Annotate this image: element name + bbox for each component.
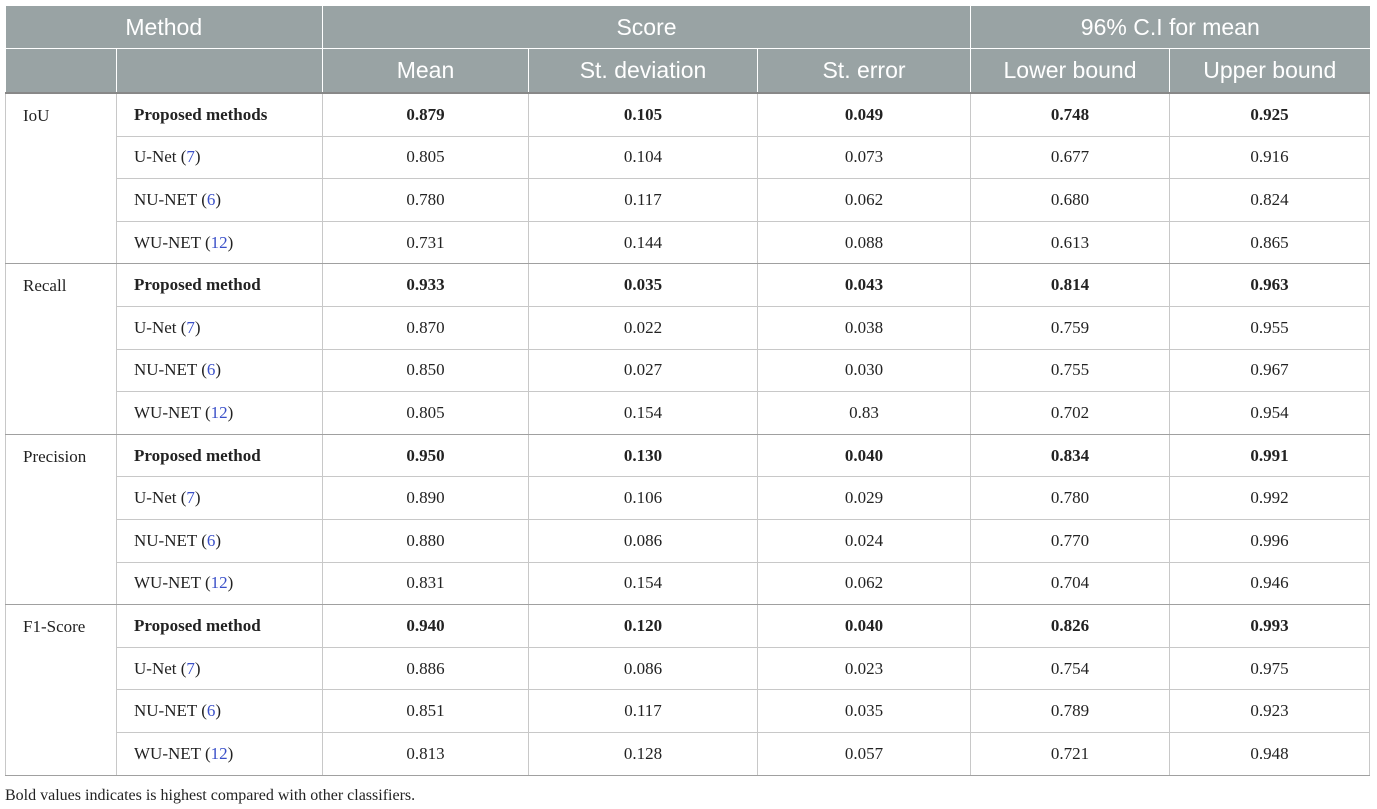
- metric-label: Recall: [6, 264, 117, 434]
- table-row: [6, 306, 1370, 349]
- std-dev-cell: 0.027: [529, 349, 758, 392]
- std-dev-cell: 0.105: [529, 93, 758, 136]
- mean-cell: 0.950: [323, 434, 529, 477]
- method-name: WU-NET: [134, 573, 201, 593]
- citation-link[interactable]: 12: [210, 402, 228, 422]
- header-lower-bound: Lower bound: [971, 49, 1170, 94]
- lower-bound-cell: 0.677: [971, 136, 1170, 179]
- mean-cell: 0.933: [323, 264, 529, 307]
- mean-cell: 0.831: [323, 562, 529, 605]
- std-err-cell: 0.062: [758, 562, 971, 605]
- lower-bound-cell: 0.721: [971, 732, 1170, 775]
- method-cell: U-Net (7): [117, 136, 323, 179]
- method-cell: NU-NET (6): [117, 179, 323, 222]
- method-name: WU-NET: [134, 402, 201, 422]
- std-dev-cell: 0.120: [529, 605, 758, 648]
- std-dev-cell: 0.104: [529, 136, 758, 179]
- std-dev-cell: 0.086: [529, 647, 758, 690]
- lower-bound-cell: 0.613: [971, 221, 1170, 264]
- lower-bound-cell: 0.704: [971, 562, 1170, 605]
- std-dev-cell: 0.154: [529, 562, 758, 605]
- mean-cell: 0.813: [323, 732, 529, 775]
- std-err-cell: 0.035: [758, 690, 971, 733]
- method-cell: [117, 93, 323, 136]
- method-name: Proposed method: [134, 275, 261, 295]
- upper-bound-cell: 0.954: [1170, 392, 1370, 435]
- citation-link[interactable]: 7: [186, 317, 195, 337]
- upper-bound-cell: 0.925: [1170, 93, 1370, 136]
- method-cell: U-Net (7): [117, 477, 323, 520]
- lower-bound-cell: 0.759: [971, 306, 1170, 349]
- table-header: [6, 6, 1370, 93]
- citation-link[interactable]: 12: [210, 232, 228, 252]
- method-name: Proposed method: [134, 445, 261, 465]
- lower-bound-cell: 0.814: [971, 264, 1170, 307]
- table-row: [6, 264, 1370, 307]
- table-row: [6, 392, 1370, 435]
- citation-link[interactable]: 6: [206, 360, 216, 380]
- std-dev-cell: 0.117: [529, 179, 758, 222]
- std-dev-cell: 0.154: [529, 392, 758, 435]
- upper-bound-cell: 0.993: [1170, 605, 1370, 648]
- mean-cell: 0.879: [323, 93, 529, 136]
- std-err-cell: 0.040: [758, 434, 971, 477]
- mean-cell: 0.805: [323, 392, 529, 435]
- method-cell: WU-NET (12): [117, 732, 323, 775]
- table-footnote: Bold values indicates is highest compared with other classifiers.: [5, 787, 416, 804]
- std-dev-cell: 0.106: [529, 477, 758, 520]
- lower-bound-cell: 0.748: [971, 93, 1170, 136]
- upper-bound-cell: 0.955: [1170, 306, 1370, 349]
- header-method: Method: [6, 6, 323, 49]
- std-err-cell: 0.038: [758, 306, 971, 349]
- std-err-cell: 0.040: [758, 605, 971, 648]
- std-dev-cell: 0.086: [529, 519, 758, 562]
- table-row: [6, 179, 1370, 222]
- lower-bound-cell: 0.789: [971, 690, 1170, 733]
- mean-cell: 0.805: [323, 136, 529, 179]
- table-row: [6, 93, 1370, 136]
- lower-bound-cell: 0.755: [971, 349, 1170, 392]
- mean-cell: 0.890: [323, 477, 529, 520]
- mean-cell: 0.731: [323, 221, 529, 264]
- upper-bound-cell: 0.824: [1170, 179, 1370, 222]
- std-err-cell: 0.024: [758, 519, 971, 562]
- std-err-cell: 0.057: [758, 732, 971, 775]
- table-row: [6, 434, 1370, 477]
- upper-bound-cell: 0.996: [1170, 519, 1370, 562]
- std-err-cell: 0.029: [758, 477, 971, 520]
- mean-cell: 0.886: [323, 647, 529, 690]
- upper-bound-cell: 0.948: [1170, 732, 1370, 775]
- table-row: [6, 136, 1370, 179]
- std-err-cell: 0.062: [758, 179, 971, 222]
- mean-cell: 0.780: [323, 179, 529, 222]
- header-upper-bound: Upper bound: [1170, 49, 1370, 94]
- method-cell: U-Net (7): [117, 306, 323, 349]
- header-score: Score: [323, 6, 971, 49]
- method-name: U-Net: [134, 488, 177, 508]
- table-row: [6, 477, 1370, 520]
- method-name: NU-NET: [134, 360, 197, 380]
- upper-bound-cell: 0.967: [1170, 349, 1370, 392]
- lower-bound-cell: 0.770: [971, 519, 1170, 562]
- table-body: [6, 93, 1370, 775]
- method-cell: WU-NET (12): [117, 221, 323, 264]
- method-name: WU-NET: [134, 232, 201, 252]
- citation-link[interactable]: 6: [206, 701, 216, 721]
- method-name: NU-NET: [134, 701, 197, 721]
- mean-cell: 0.880: [323, 519, 529, 562]
- upper-bound-cell: 0.991: [1170, 434, 1370, 477]
- mean-cell: 0.851: [323, 690, 529, 733]
- table-row: [6, 221, 1370, 264]
- std-err-cell: 0.073: [758, 136, 971, 179]
- header-ci: 96% C.I for mean: [971, 6, 1370, 49]
- upper-bound-cell: 0.963: [1170, 264, 1370, 307]
- table-row: [6, 605, 1370, 648]
- upper-bound-cell: 0.992: [1170, 477, 1370, 520]
- method-cell: NU-NET (6): [117, 690, 323, 733]
- method-name: NU-NET: [134, 189, 197, 209]
- std-dev-cell: 0.144: [529, 221, 758, 264]
- method-cell: [117, 605, 323, 648]
- lower-bound-cell: 0.680: [971, 179, 1170, 222]
- metric-label: F1-Score: [6, 605, 117, 775]
- method-cell: NU-NET (6): [117, 349, 323, 392]
- method-name: Proposed method: [134, 615, 261, 635]
- std-err-cell: 0.088: [758, 221, 971, 264]
- method-name: U-Net: [134, 317, 177, 337]
- method-name: Proposed methods: [134, 104, 268, 124]
- table-row: [6, 690, 1370, 733]
- citation-link[interactable]: 7: [186, 658, 195, 678]
- citation-link[interactable]: 6: [206, 189, 216, 209]
- mean-cell: 0.940: [323, 605, 529, 648]
- lower-bound-cell: 0.826: [971, 605, 1170, 648]
- table-row: [6, 519, 1370, 562]
- metric-label: Precision: [6, 434, 117, 604]
- method-name: NU-NET: [134, 530, 197, 550]
- method-cell: WU-NET (12): [117, 392, 323, 435]
- lower-bound-cell: 0.834: [971, 434, 1170, 477]
- lower-bound-cell: 0.754: [971, 647, 1170, 690]
- method-name: U-Net: [134, 658, 177, 678]
- std-err-cell: 0.83: [758, 392, 971, 435]
- table-row: [6, 562, 1370, 605]
- header-std-err: St. error: [758, 49, 971, 94]
- method-cell: U-Net (7): [117, 647, 323, 690]
- upper-bound-cell: 0.946: [1170, 562, 1370, 605]
- std-err-cell: 0.049: [758, 93, 971, 136]
- results-table: [5, 6, 1370, 776]
- std-dev-cell: 0.117: [529, 690, 758, 733]
- method-name: U-Net: [134, 147, 177, 167]
- citation-link[interactable]: 7: [186, 488, 195, 508]
- table-row: [6, 647, 1370, 690]
- header-mean: Mean: [323, 49, 529, 94]
- std-dev-cell: 0.128: [529, 732, 758, 775]
- mean-cell: 0.870: [323, 306, 529, 349]
- method-name: WU-NET: [134, 743, 201, 763]
- std-err-cell: 0.023: [758, 647, 971, 690]
- metric-label: IoU: [6, 93, 117, 264]
- method-cell: WU-NET (12): [117, 562, 323, 605]
- std-dev-cell: 0.022: [529, 306, 758, 349]
- table-row: [6, 732, 1370, 775]
- mean-cell: 0.850: [323, 349, 529, 392]
- citation-link[interactable]: 6: [206, 530, 216, 550]
- citation-link[interactable]: 12: [210, 743, 228, 763]
- lower-bound-cell: 0.702: [971, 392, 1170, 435]
- method-cell: NU-NET (6): [117, 519, 323, 562]
- upper-bound-cell: 0.923: [1170, 690, 1370, 733]
- std-dev-cell: 0.035: [529, 264, 758, 307]
- method-cell: [117, 434, 323, 477]
- std-dev-cell: 0.130: [529, 434, 758, 477]
- lower-bound-cell: 0.780: [971, 477, 1170, 520]
- upper-bound-cell: 0.916: [1170, 136, 1370, 179]
- upper-bound-cell: 0.975: [1170, 647, 1370, 690]
- table-row: [6, 349, 1370, 392]
- std-err-cell: 0.030: [758, 349, 971, 392]
- header-blank-2: [117, 49, 323, 94]
- header-blank-1: [6, 49, 117, 94]
- std-err-cell: 0.043: [758, 264, 971, 307]
- method-cell: [117, 264, 323, 307]
- citation-link[interactable]: 12: [210, 573, 228, 593]
- citation-link[interactable]: 7: [186, 147, 195, 167]
- upper-bound-cell: 0.865: [1170, 221, 1370, 264]
- header-std-dev: St. deviation: [529, 49, 758, 94]
